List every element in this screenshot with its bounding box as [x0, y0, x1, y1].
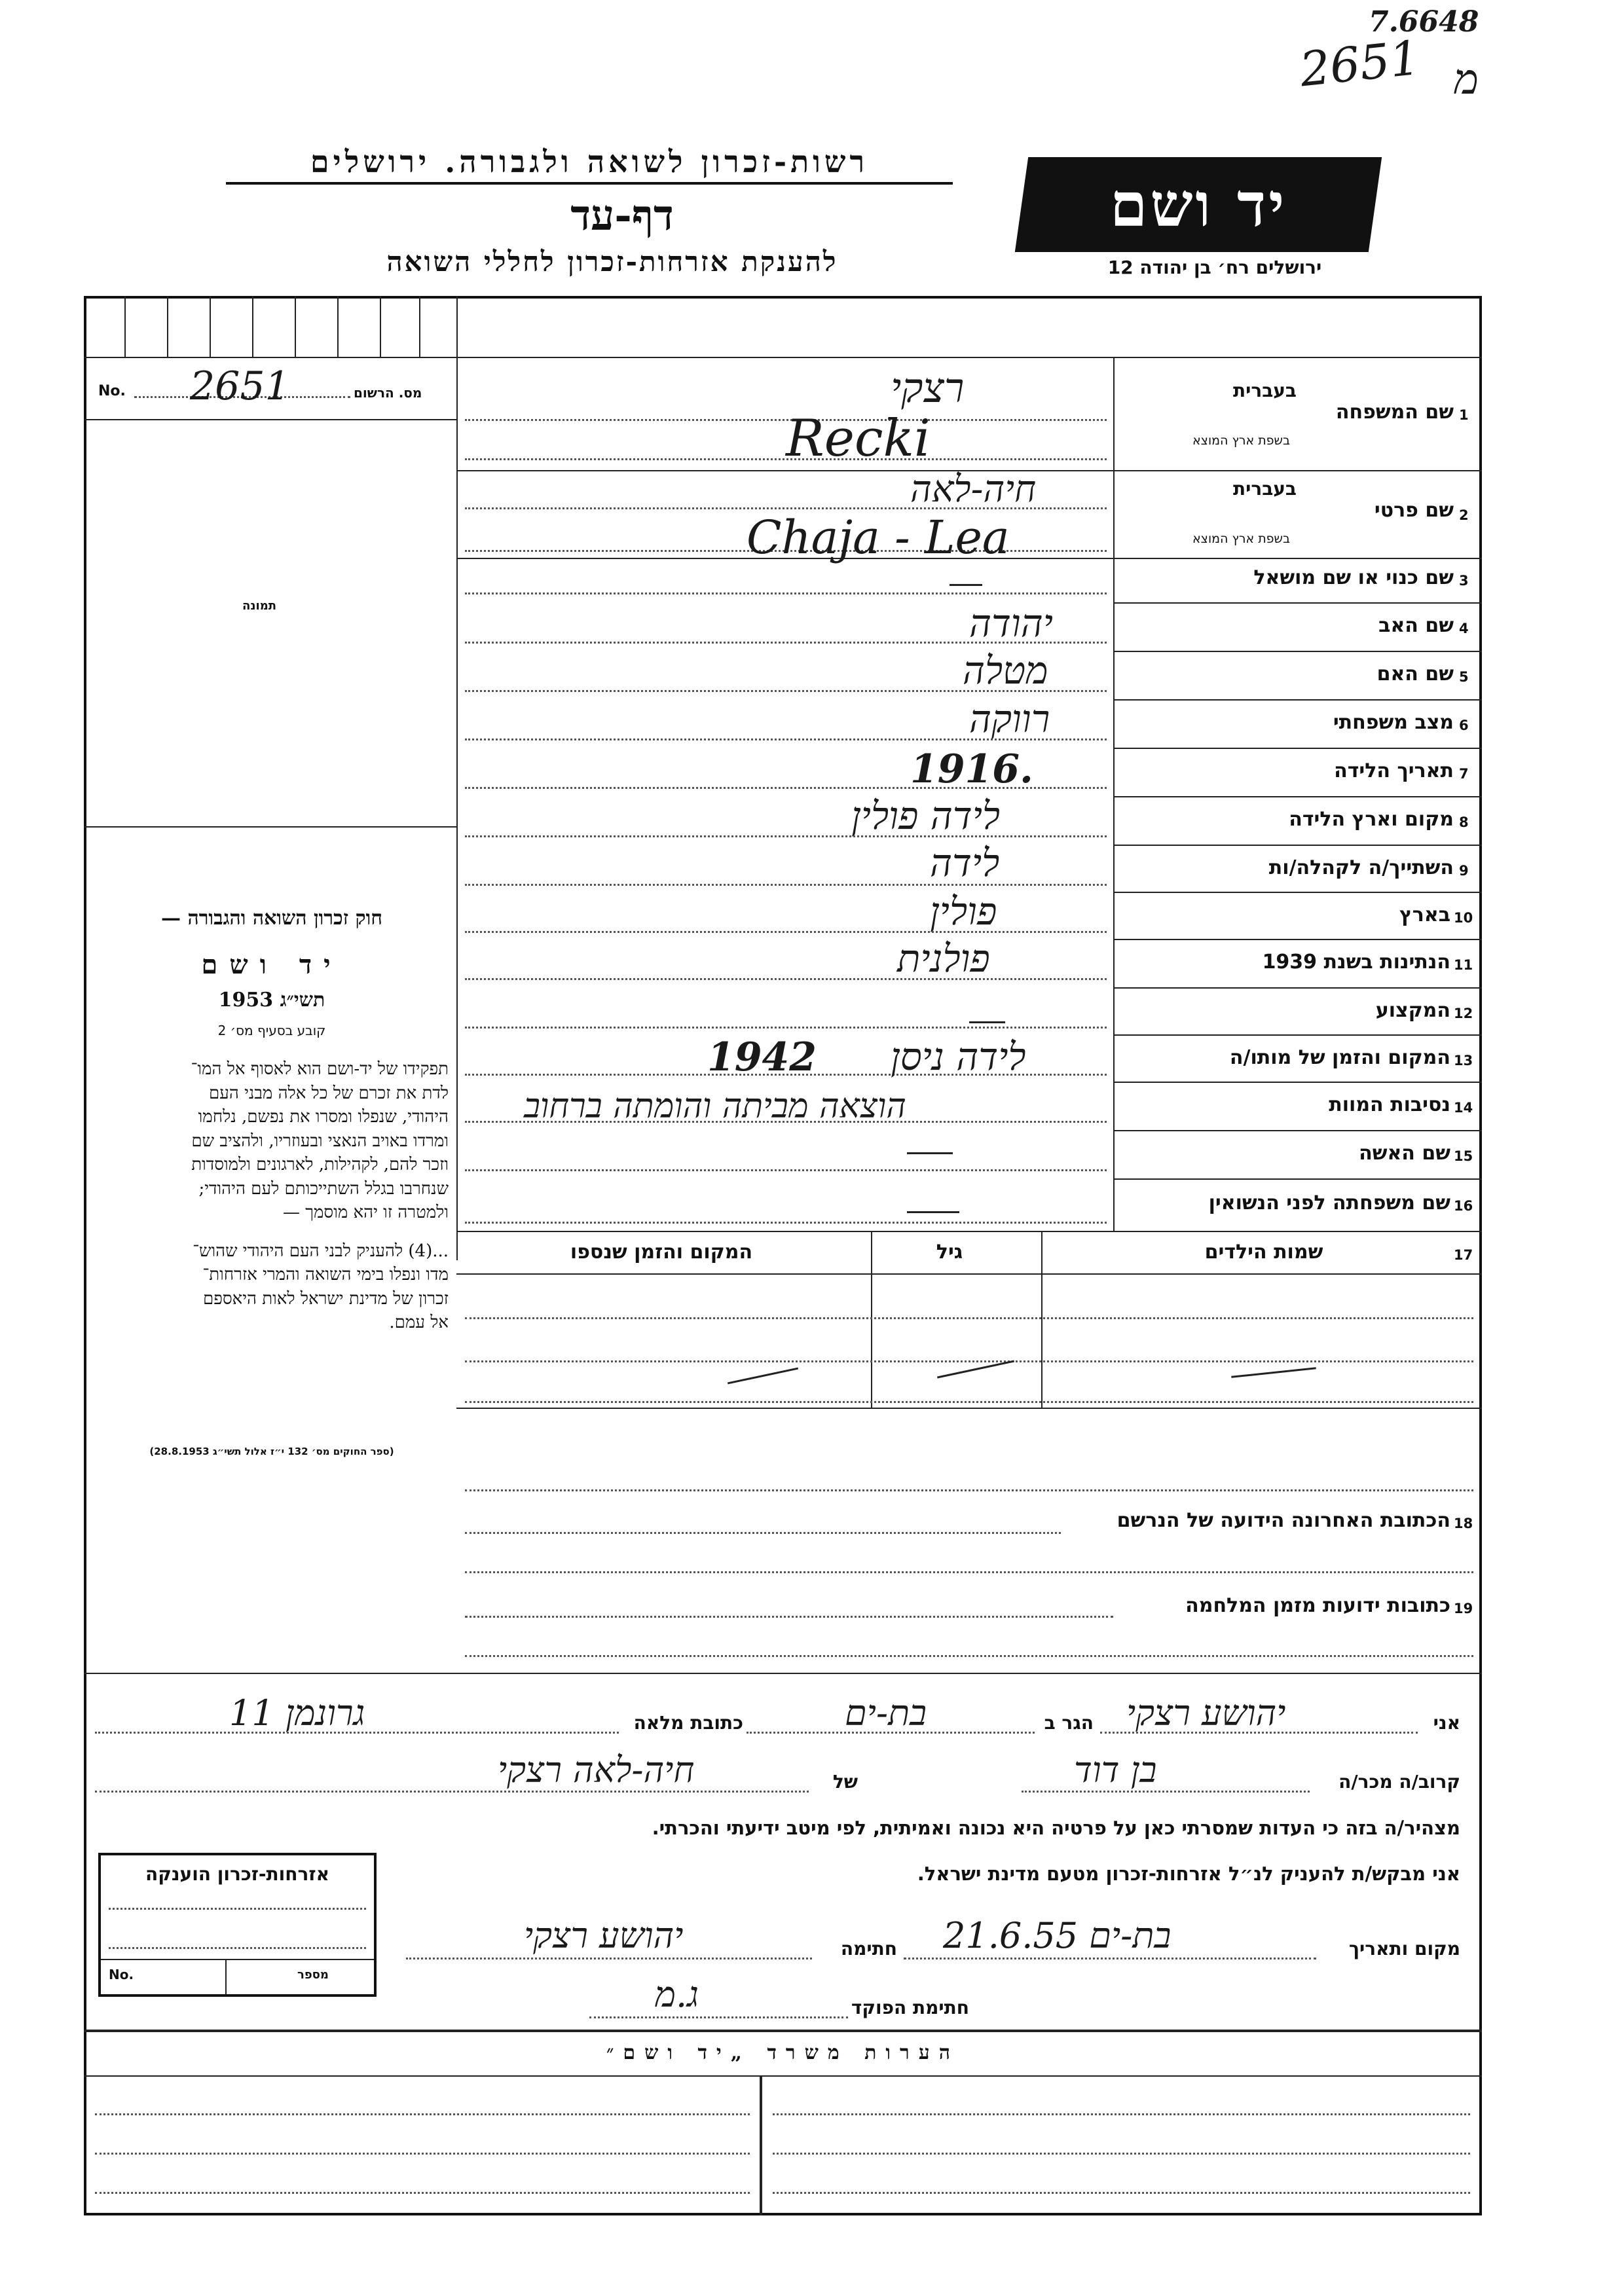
- field-number: 10: [1454, 910, 1473, 926]
- field-number: 2: [1459, 507, 1469, 523]
- corner-registration: 2651: [1297, 29, 1423, 98]
- surname-hebrew: רצקי: [891, 364, 965, 412]
- field-number: 9: [1459, 863, 1469, 879]
- authority-title: רשות-זכרון לשואה ולגבורה. ירושלים: [226, 144, 953, 185]
- children-names-header: שמות הילדים: [1204, 1241, 1323, 1264]
- field-number: 3: [1459, 573, 1469, 589]
- award-box: [98, 1853, 377, 1997]
- corner-letter: מ: [1454, 56, 1479, 104]
- declaration-statement-2: אני מבקש/ת להעניק לנ״ל אזרחות-זכרון מטעם מדינת ישראל.: [917, 1863, 1460, 1885]
- corner-reference: 7.6648: [1369, 5, 1479, 39]
- field-11-label: הנתינות בשנת 1939: [1262, 951, 1450, 974]
- photo-placeholder: [84, 419, 456, 826]
- field-number: 19: [1454, 1601, 1473, 1616]
- office-notes-title: הערות משרד „יד ושם״: [606, 2041, 960, 2064]
- given-name-latin: Chaja - Lea: [747, 511, 1010, 564]
- community: לידה: [930, 841, 1000, 885]
- birth-date: 1916.: [910, 746, 1033, 792]
- birth-place: לידה פולין: [851, 793, 1001, 838]
- empty-dash: [969, 1021, 1005, 1023]
- field-number: 15: [1454, 1148, 1473, 1164]
- field-12-label: המקצוע: [1375, 999, 1450, 1022]
- nationality-1939: פולנית: [897, 936, 990, 981]
- empty-dash: [950, 584, 982, 586]
- field-number: 8: [1459, 814, 1469, 830]
- registration-label: מס. הרשום: [354, 385, 422, 401]
- relative-name: חיה-לאה רצקי: [498, 1749, 695, 1791]
- registration-number: 2651: [190, 363, 290, 409]
- law-line: תפקידו של יד-ושם הוא לאסוף אל המו־: [191, 1059, 449, 1079]
- yad-vashem-logo: [1015, 157, 1382, 252]
- officer-signature: ג.מ: [655, 1974, 699, 2015]
- declarant-name: יהושע רצקי: [1126, 1692, 1286, 1734]
- award-box-title: אזרחות-זכרון הוענקה: [145, 1863, 329, 1885]
- empty-dash: [907, 1211, 959, 1213]
- law-source: (ספר החוקים מס׳ 132 י״ז אלול תשי״ג 28.8.1953): [149, 1446, 394, 1457]
- place-date-label: מקום ותאריך: [1348, 1938, 1460, 1959]
- relative-label: קרוב/ה מכר/ה: [1338, 1771, 1460, 1793]
- law-line: וזכר להם, לקהילות, לארגונים ולמוסדות: [191, 1155, 449, 1175]
- full-address-label: כתובת מלאה: [633, 1712, 743, 1734]
- law-line: ולמטרה זו יהא מוסמך —: [282, 1203, 449, 1222]
- form-subtitle: להענקת אזרחות-זכרון לחללי השואה: [386, 246, 838, 278]
- field-2-native: בשפת ארץ המוצא: [1192, 532, 1290, 546]
- law-line: ומרדו באויב הנאצי ובעוזריו, ולהציב שם: [191, 1131, 449, 1151]
- law-name: יד ושם: [201, 949, 342, 980]
- field-number: 18: [1454, 1516, 1473, 1531]
- empty-dash: [907, 1152, 953, 1154]
- death-year: 1942: [707, 1034, 817, 1080]
- field-1-hebrew: בעברית: [1232, 380, 1297, 401]
- field-number: 6: [1459, 718, 1469, 733]
- field-number: 5: [1459, 669, 1469, 685]
- field-14-label: נסיבות המוות: [1329, 1093, 1450, 1116]
- relation: בן דוד: [1074, 1749, 1157, 1791]
- declarant-city: בת-ים: [845, 1692, 927, 1734]
- field-6-label: מצב משפחתי: [1333, 711, 1454, 734]
- field-number: 12: [1454, 1006, 1473, 1021]
- field-13-label: המקום והזמן של מותו/ה: [1229, 1046, 1450, 1069]
- marital-status: רווקה: [969, 697, 1050, 741]
- field-number: 16: [1454, 1198, 1473, 1214]
- law-line: מדו ונפלו בימי השואה והמרי אזרחות־: [202, 1265, 449, 1285]
- field-15-label: שם האשה: [1359, 1142, 1450, 1165]
- logo-address: ירושלים רח׳ בן יהודה 12: [1107, 257, 1322, 278]
- signature-label: חתימה: [840, 1938, 897, 1959]
- field-2-label: שם פרטי: [1374, 499, 1454, 522]
- field-number: 4: [1459, 621, 1469, 636]
- death-place: לידה ניסן: [891, 1034, 1026, 1079]
- form-title: דף-עד: [570, 191, 674, 240]
- mother-name: מטלה: [963, 648, 1048, 693]
- given-name-hebrew: חיה-לאה: [910, 468, 1037, 511]
- children-age-header: גיל: [936, 1241, 963, 1264]
- law-clause: קובע בסעיף מס׳ 2: [217, 1023, 326, 1038]
- award-box-number-label: מספר: [297, 1968, 329, 1982]
- declaration-hagar: הגר ב: [1044, 1712, 1094, 1734]
- declaration-statement-1: מצהיר/ה בזה כי העדות שמסרתי כאן על פרטיה היא נכונה ואמיתית, לפי מיטב ידיעתי והכרתי.: [652, 1817, 1460, 1839]
- law-line: שנחרבו בגלל השתייכותם לעם היהודי;: [198, 1178, 449, 1199]
- field-number: 14: [1454, 1100, 1473, 1116]
- surname-latin: Recki: [786, 409, 931, 468]
- law-line: זכרון של מדינת ישראל לאות היאספם: [203, 1288, 449, 1309]
- field-1-label: שם המשפחה: [1335, 401, 1454, 424]
- place-date: בת-ים 21.6.55: [943, 1915, 1172, 1956]
- field-7-label: תאריך הלידה: [1334, 759, 1454, 782]
- law-line: לדת את זכרם של כל אלה מבני העם: [208, 1083, 449, 1103]
- field-2-hebrew: בעברית: [1232, 478, 1297, 500]
- shel-label: של: [832, 1771, 858, 1793]
- field-9-label: השתייך/ה לקהלה/ות: [1268, 856, 1454, 879]
- country: פולין: [930, 889, 997, 934]
- field-number: 7: [1459, 766, 1469, 782]
- field-16-label: שם משפחתה לפני הנשואין: [1208, 1192, 1450, 1214]
- field-4-label: שם האב: [1378, 614, 1454, 637]
- declarant-signature: יהושע רצקי: [524, 1915, 684, 1956]
- father-name: יהודה: [969, 601, 1053, 646]
- field-5-label: שם האם: [1376, 663, 1454, 685]
- field-10-label: בארץ: [1399, 903, 1450, 926]
- declarant-street: גרונמן 11: [229, 1692, 365, 1734]
- logo-text: יד ושם: [1109, 169, 1287, 240]
- children-place-header: המקום והזמן שנספו: [570, 1241, 753, 1264]
- law-year: תשי״ג 1953: [218, 989, 325, 1011]
- law-title: חוק זכרון השואה והגבורה —: [161, 907, 382, 930]
- wartime-addresses-label: כתובות ידועות מזמן המלחמה: [1185, 1594, 1450, 1617]
- field-number: 1: [1459, 407, 1469, 423]
- photo-label: תמונה: [242, 599, 277, 613]
- law-line: אל עמם.: [389, 1313, 449, 1332]
- law-line: היהודי, שנפלו ומסרו את נפשם, נלחמו: [198, 1107, 449, 1127]
- field-number: 13: [1454, 1053, 1473, 1068]
- law-line: ...(4) להעניק לבני העם היהודי שהוש־: [193, 1241, 449, 1261]
- field-number: 11: [1454, 957, 1473, 973]
- declaration-ani: אני: [1433, 1712, 1460, 1734]
- officer-signature-label: חתימת הפוקד: [851, 1997, 969, 2018]
- award-box-no: No.: [109, 1967, 134, 1982]
- law-text: [92, 1057, 449, 1335]
- field-1-native: בשפת ארץ המוצא: [1192, 433, 1290, 448]
- no-label: No.: [98, 383, 126, 399]
- field-number: 17: [1454, 1247, 1473, 1263]
- death-circumstances: הוצאה מביתה והומתה ברחוב: [524, 1087, 906, 1126]
- last-address-label: הכתובת האחרונה הידועה של הנרשם: [1116, 1509, 1450, 1532]
- field-8-label: מקום וארץ הלידה: [1289, 808, 1454, 831]
- field-3-label: שם כנוי או שם מושאל: [1253, 566, 1454, 589]
